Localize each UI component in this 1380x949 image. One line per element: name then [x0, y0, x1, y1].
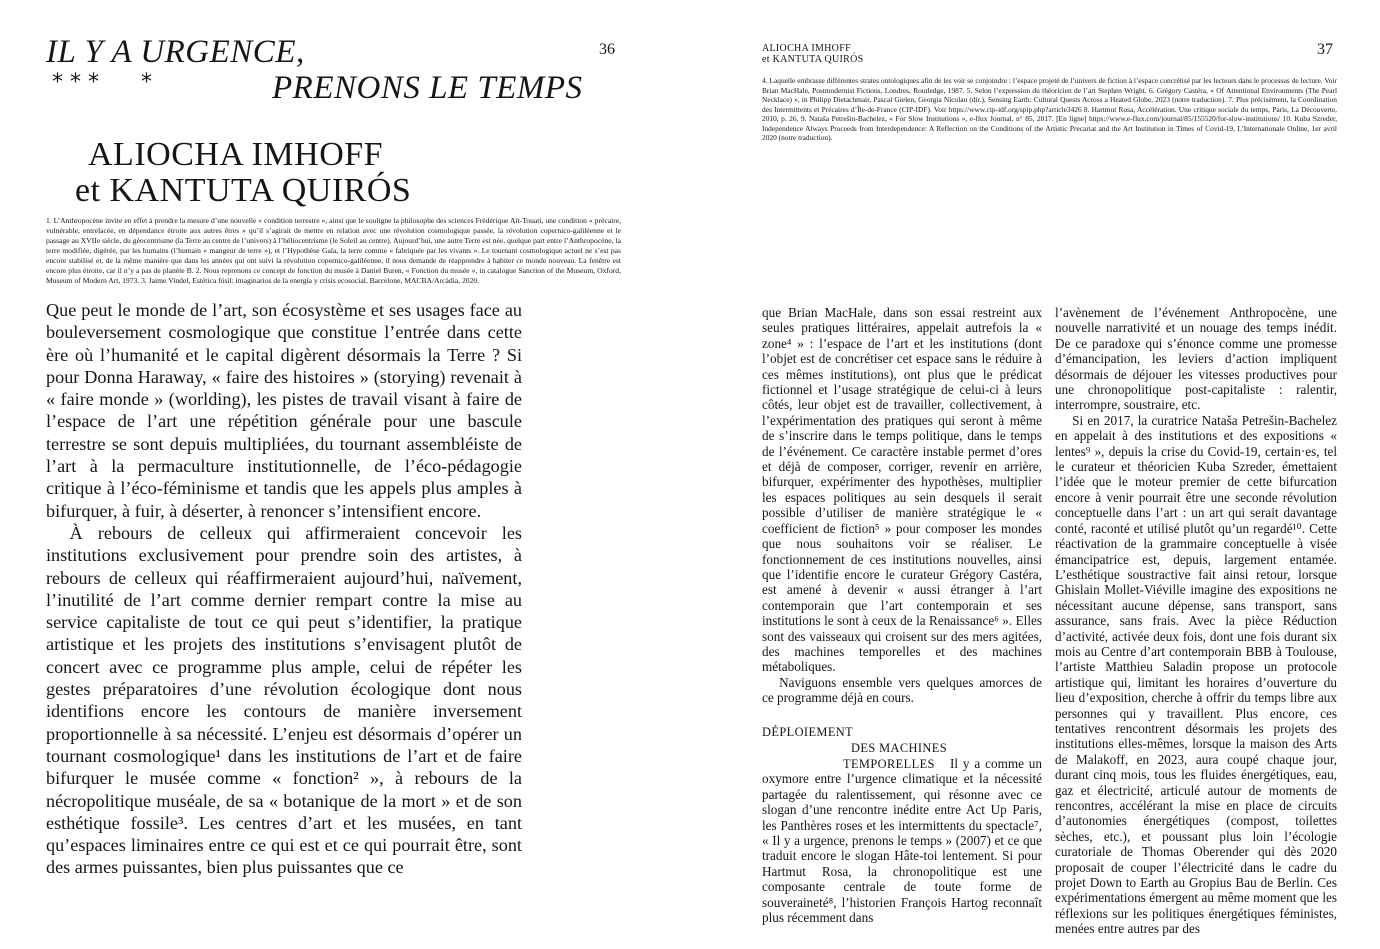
column-1-text — [762, 305, 1042, 706]
running-head-line-1: ALIOCHA IMHOFF — [762, 43, 851, 54]
author-line-1: ALIOCHA IMHOFF — [88, 136, 384, 173]
section-title-line-3: TEMPORELLES — [843, 757, 935, 771]
section-title-line-1: DÉPLOIEMENT — [762, 725, 854, 739]
running-head — [762, 43, 864, 65]
column-paragraph: Si en 2017, la curatrice Nataša Petrešin-Bachelez en appelait à des institutions et des expositions « lentes⁹ », depuis la crise du Covid-19, certain·es, tel le curateur et théoricien Kuba Szreder, émettaient l’idée que le moteur premier de cette bifurcation encore à venir pourrait être une seconde révolution conceptuelle dans l’art : un art qui serait davantage conté, raconté et utilisé plutôt qu’un regardé¹⁰. Cette réactivation de la grammaire conceptuelle à visée émancipatrice est, depuis, largement entamée. L’esthétique soustractive fait ainsi retour, lorsque Ghislain Mollet-Viéville imagine des expositions ne nécessitant aucune dépense, sans transport, sans assurance, sans frais. Avec la pièce Réduction d’activité, activée deux fois, dont une fois durant six mois au Centre d’art contemporain BBB à Toulouse, l’artiste Matthieu Saladin propose un protocole artistique qui, limitant les horaires d’ouverture du lieu d’exposition, cherche à offrir du temps libre aux personnes qui y travaillent. Plus encore, ces tentatives rencontrent désormais les projets des institutions elles-mêmes, lorsque la maison des Arts de Malakoff, en 2023, aura coupé chaque jour, durant cinq mois, tous les fluides énergétiques, eau, gaz et électricité, articulé autour de moments de rencontres, accélérant la mise en place de circuits d’autonomies énergétiques (compost, toilettes sèches, etc.), et poussant plus loin l’écologie curatoriale de Thomas Oberender qui dès 2020 proposait de couper l’électricité dans le cadre du projet Down to Earth au Gropius Bau de Berlin. Ces expérimentations émergent au même moment que les réflexions sur les politiques énergétiques féministes, menées entre autres par des — [1055, 412, 1337, 937]
footnotes-right: 4. Laquelle embrasse différentes strates ontologiques afin de les voir se conjoindre : l’espace projeté de l’univers de fiction à l’espace concrétisé par les lecteurs dans le processus de lecture. Voir Brian MacHale, Postmodernist Fictions, Londres, Routledge, 1987. 5. Selon l’expression du théoricien de l’art Stephen Wright. 6. Grégory Castéra, « Of Attentional Environments (The Pearl Necklace) », in Philipp Dietachmair, Pascal Gielen, Georgia Nicolau (dir.), Sensing Earth: Cultural Quests Across a Heated Globe, 2023 (notre traduction). 7. Plus précisément, la Coordination des Intermittents et Précaires d’Île-de-France (CIP-IDF). Voir https://www.cip-idf.org/spip.php?article3426 8. Hartmut Rosa, Accélération. Une critique sociale du temps, Paris, La Découverte, 2010, p. 26. 9. Nataša Petrešin-Bachelez, « For Slow Institutions », e-flux Journal, n° 85, 2017. [En ligne] https://www.e-flux.com/journal/85/155520/for-slow-institutions/ 10. Kuba Szreder, Independence Always Proceeds from Interdependence: A Reflection on the Conditions of the Artistic Precariat and the Art Institution in Times of Covid-19, L’Internationale Online, 1er avril 2020 (notre traduction). — [762, 76, 1337, 142]
title-line-2: PRENONS LE TEMPS — [272, 70, 583, 106]
title-line-1: IL Y A URGENCE, — [46, 34, 305, 70]
column-2-text — [1055, 305, 1337, 937]
column-paragraph: Il y a comme un oxymore entre l’urgence climatique et la nécessité partagée du ralentissement, qui résonne avec ce slogan d’une rencontre inédite entre Act Up Paris, les Panthères roses et les intermittents du spectacle⁷, « Il y a urgence, prenons le temps » (2007) et ce que traduit encore le slogan Hâte-toi lentement. Si pour Hartmut Rosa, la chronopolitique est une composante centrale de toute forme de souveraineté⁸, l’historien François Hartog reconnaît plus récemment dans — [762, 756, 1042, 926]
column-paragraph: que Brian MacHale, dans son essai restreint aux seules pratiques littéraires, appelait autrefois la « zone⁴ » : l’espace de l’art et les institutions (dont l’objet est de concrétiser cet espace sans le réduire à ces mêmes institutions), ont plus que le prédicat fictionnel et l’usage stratégique de celui-ci à leurs côtés, leur objet est de travailler, collectivement, à l’expérimentation des pratiques qui seront à même de s’inscrire dans le temps politique, dans le temps de l’événement. Ce caractère instable permet d’ores et déjà de composer, corriger, revenir en arrière, bifurquer, expérimenter des hypothèses, multiplier les espaces politiques au sein desquels il serait possible d’utiliser de manière stratégique le « coefficient de fiction⁵ » pour composer les mondes que nous souhaitons voir se réaliser. Le fonctionnement de ces institutions nouvelles, ainsi que l’identifie encore le curateur Grégory Castéra, est amené à devenir « aussi étranger à l’art contemporain que l’art contemporain et ses institutions le sont à ceux de la Renaissance⁶ ». Elles sont des vaisseaux qui croisent sur des mers agitées, des machines temporelles et des machines métaboliques. — [762, 305, 1042, 675]
column-paragraph: l’avènement de l’événement Anthropocène, une nouvelle narrativité et un nouage des temps inédit. De ce paradoxe qui s’énonce comme une promesse d’émancipation, les leviers d’action impliquent désormais de déjouer les vitesses productives pour une chronopolitique post-capitaliste : ralentir, interrompre, soustraire, etc. — [1055, 305, 1337, 413]
running-head-line-2: et KANTUTA QUIRÓS — [762, 54, 864, 65]
main-body-text — [46, 299, 522, 915]
page-number-left: 36 — [599, 41, 615, 58]
title-stars: * * * * — [52, 70, 152, 95]
footnotes-left: 1. L’Anthropocène invite en effet à prendre la mesure d’une nouvelle « condition terrestre », ainsi que le souligne la philosophe des sciences Frédérique Aït-Touati, une condition « précaire, vulnérable, entrelacée, en dépendance étroite aux autres êtres » qu’il s’agirait de mettre en relation avec une révolution cosmologique passée, la révolution copernico-galiléenne et le passage au XVIIe siècle, du géocentrisme (la Terre au centre de l’univers) à l’héliocentrisme (le Soleil au centre). Aujourd’hui, une autre Terre est née, quelque part entre l’Anthropocène, la terre modifiée, digérée, par les humains (l’humain « mangeur de terre »), et l’Hypothèse Gaïa, la terre comme « fabriquée par les vivants ». Le tournant cosmologique actuel ne s’est pas encore stabilisé et, de la même manière que dans les années qui ont suivi la révolution copernico-galiléenne, il nous demande de réapprendre à habiter ce monde nouveau. La fenêtre est encore plus étroite, car il n’y a pas de planète B. 2. Nous reprenons ce concept de fonction du musée à Daniel Buren, « Fonction du musée », in catalogue Sanction of the Museum, Oxford, Museum of Modern Art, 1973. 3. Jaime Vindel, Estética fósil: imaginarios de la energía y crisis ecosocial, Barcelone, MACBA/Arcàdia, 2020. — [46, 216, 621, 285]
column-paragraph: Naviguons ensemble vers quelques amorces de ce programme déjà en cours. — [762, 674, 1042, 706]
section-title-line-2: DES MACHINES — [851, 741, 948, 755]
body-paragraph: À rebours de celleux qui affirmeraient concevoir les institutions exclusivement pour prendre soin des artistes, à rebours de celleux qui réaffirmeraient aujourd’hui, naïvement, l’inutilité de l’art comme dernier rempart contre la mise au service capitaliste de tout ce qui peut s’identifier, la pratique artistique et les projets des institutions s’envisagent plutôt de concert avec ce programme plus ample, celui de répéter les gestes préparatoires d’une révolution écologique dont nous identifions encore les contours de manière inversement proportionnelle à sa nécessité. L’enjeu est désormais d’opérer un tournant cosmologique¹ dans les institutions de l’art et de faire bifurquer le musée comme « fonction² », à rebours de la nécropolitique muséale, de sa « botanique de la mort » et de son esthétique fossile³. Les centres d’art et les musées, en tant qu’espaces liminaires entre ce qui est et ce qui pourrait être, sont des armes puissantes, bien plus puissantes que ce — [46, 522, 522, 878]
body-paragraph: Que peut le monde de l’art, son écosystème et ses usages face au bouleversement cosmologique que constitue l’entrée dans cette ère où l’humanité et le capital digèrent désormais la Terre ? Si pour Donna Haraway, « faire des histoires » (storying) revenait à « faire monde » (worlding), les pistes de travail visant à faire de l’espace de l’art une répétition générale pour une bascule terrestre se sont depuis multipliées, du tournant assembléiste de l’art à la permaculture institutionnelle, de l’éco-pédagogie critique à l’éco-féminisme et tandis que les appels plus amples à bifurquer, à fuir, à déserter, à renoncer s’intensifient encore. — [46, 300, 522, 521]
column-1-after-heading — [762, 756, 1042, 926]
author-line-2: et KANTUTA QUIRÓS — [75, 172, 412, 209]
page-number-right: 37 — [1317, 41, 1333, 58]
